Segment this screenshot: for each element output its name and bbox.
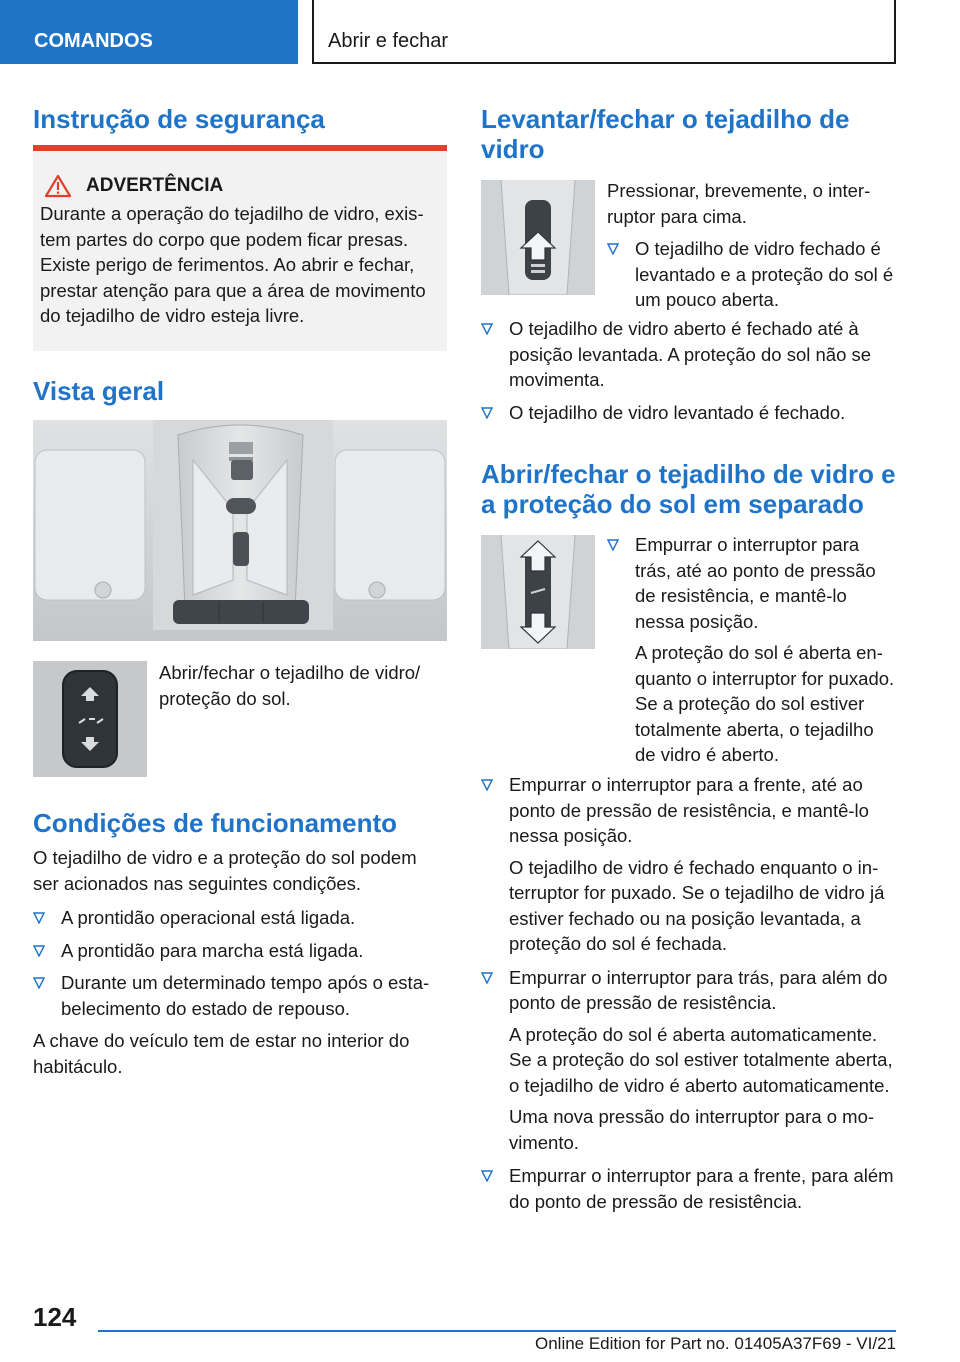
- lift-list: [481, 316, 897, 432]
- topic-tab: Abrir e fechar: [312, 0, 896, 64]
- safety-title: Instrução de segurança: [33, 104, 325, 134]
- switch-closeup-photo: [33, 661, 147, 777]
- list-item-detail: O tejadilho de vidro é fechado enquanto o interruptor for puxado. Se o tejadilho de vidro já estiver fechado ou na posição levantada, a proteção do sol é fechada.: [509, 856, 885, 954]
- lift-intro: Pressionar, brevemente, o interruptor para cima.: [607, 180, 871, 227]
- list-item: Empurrar o interruptor para trás, para além do ponto de pressão de resistência. A proteção do sol é aberta automaticamente. Se a proteção do sol estiver totalmente aberta, o tejadilho de vidro é aberto automaticamente. Uma nova pressão do interruptor para o movimento.: [481, 965, 897, 1156]
- page-number: 124: [33, 1302, 77, 1332]
- list-item-detail: A proteção do sol é aberta automaticamente. Se a proteção do sol estiver totalmente aberta, o tejadilho de vidro é aberto automaticamente.: [509, 1023, 893, 1096]
- list-item-detail: Uma nova pressão do interruptor para o movimento.: [509, 1106, 875, 1153]
- section-tab: COMANDOS: [0, 0, 298, 64]
- list-item: Empurrar o interruptor para a frente, até ao ponto de pressão de resistência, e mantê-lo nessa posição. O tejadilho de vidro é fechado enquanto o interruptor for puxado. Se o tejadilho de vidro já estiver fechado ou na posição levantada, a proteção do sol é fechada.: [481, 772, 897, 957]
- list-item: A prontidão operacional está ligada.: [33, 905, 447, 931]
- bullet-triangle-icon: [481, 972, 493, 984]
- switch-updown-illustration: [481, 535, 595, 649]
- warning-text: Durante a operação do tejadilho de vidro, existem partes do corpo que podem ficar presas. Existe perigo de ferimentos. Ao abrir e fechar, prestar atenção para que a área de movimento do tejadilho de vidro esteja livre.: [40, 203, 426, 326]
- list-item: Empurrar o interruptor para trás, até ao ponto de pressão de resistência, e mantê-lo nessa posição. A proteção do sol é aberta enquanto o interruptor for puxado. Se a proteção do sol estiver totalmente aberta, o tejadilho de vidro é aberto.: [607, 532, 897, 768]
- switch-updown-photo: [481, 535, 595, 649]
- list-item: O tejadilho de vidro fechado é levantado e a proteção do sol é um pouco aberta.: [607, 236, 897, 313]
- overhead-console-illustration: [33, 420, 447, 641]
- lift-title: Levantar/fechar o tejadilho de vidro: [481, 104, 850, 164]
- list-item: Empurrar o interruptor para a frente, para além do ponto de pressão de resistência.: [481, 1163, 897, 1214]
- bullet-triangle-icon: [607, 539, 619, 551]
- overview-title: Vista geral: [33, 376, 165, 406]
- conditions-list: [33, 905, 447, 1021]
- bullet-triangle-icon: [607, 243, 619, 255]
- bullet-triangle-icon: [481, 407, 493, 419]
- warning-header: [40, 174, 437, 198]
- overhead-console-photo: [33, 420, 447, 641]
- separate-list: [481, 772, 897, 1221]
- list-item: A prontidão para marcha está ligada.: [33, 938, 447, 964]
- bullet-triangle-icon: [33, 912, 45, 924]
- bullet-triangle-icon: [33, 945, 45, 957]
- bullet-triangle-icon: [481, 779, 493, 791]
- switch-illustration: [33, 661, 147, 777]
- list-item-detail: A proteção do sol é aberta enquanto o interruptor for puxado. Se a proteção do sol estiver totalmente aberta, o tejadilho de vidro é aberto.: [635, 642, 895, 765]
- conditions-title: Condições de funcionamento: [33, 808, 398, 838]
- conditions-body: [33, 845, 447, 1079]
- overview-caption: Abrir/fechar o tejadilho de vidro/ proteção do sol.: [159, 662, 421, 709]
- lift-list-first: [607, 236, 897, 320]
- footer-edition: Online Edition for Part no. 01405A37F69 - VI/21: [534, 1334, 896, 1353]
- switch-up-photo: [481, 180, 595, 295]
- list-item: O tejadilho de vidro aberto é fechado até à posição levantada. A proteção do sol não se movimenta.: [481, 316, 897, 393]
- separate-list-first: [607, 532, 897, 775]
- warning-triangle-icon: [44, 174, 72, 198]
- warning-box: [33, 145, 447, 351]
- switch-up-illustration: [481, 180, 595, 295]
- conditions-outro: A chave do veículo tem de estar no interior do habitáculo.: [33, 1030, 410, 1077]
- bullet-triangle-icon: [481, 1170, 493, 1182]
- separate-title: Abrir/fechar o tejadilho de vidro e a proteção do sol em separado: [481, 459, 896, 519]
- conditions-intro: O tejadilho de vidro e a proteção do sol podem ser acionados nas seguintes condições.: [33, 847, 417, 894]
- footer-rule: [98, 1330, 896, 1332]
- list-item: Durante um determinado tempo após o estabelecimento do estado de repouso.: [33, 970, 447, 1021]
- warning-label: ADVERTÊNCIA: [86, 175, 224, 196]
- bullet-triangle-icon: [33, 977, 45, 989]
- bullet-triangle-icon: [481, 323, 493, 335]
- list-item: O tejadilho de vidro levantado é fechado.: [481, 400, 897, 426]
